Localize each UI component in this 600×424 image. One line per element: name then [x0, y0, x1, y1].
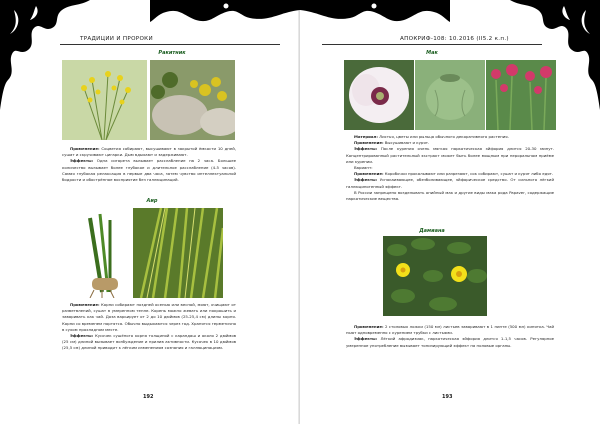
para-mak-1: Применение: Высушивают и курят. — [354, 140, 430, 146]
para-air-0: Применение: Корни собирают поздней осенью или весной, моют, очищают от разветвлений, сушат в умеренном тепле. Корень можно жевать или покрошить и заваривать как чай. Доза варьирует от 2 до 10 дюймов (25-25,4 см) длины корня. Корни со временем портятся. Обычно выдыхаются через год. Хранятся герметично в сухом прохладном месте. — [62, 302, 236, 332]
para-damiana-0: Применение: 2 столовых ложки (150 мл) листьев заваривают в 1 пинте (500 мл) кипятка. Чай пьют одновременно с курением трубки с листьями. — [346, 324, 554, 336]
right-header-rule — [322, 44, 542, 45]
left-running-header: ТРАДИЦИИ И ПРОРОКИ — [80, 36, 153, 42]
para-rakitnik-0: Применение: Соцветия собирают, высушивают в закрытой ёмкости 10 дней, сушат и скручивают цигарки. Дым вдыхают и задерживают. — [62, 146, 236, 158]
section-title-damiana: Дамиана — [419, 228, 445, 234]
photo-rakitnik-plant — [62, 60, 147, 140]
photo-air-root — [80, 208, 128, 298]
section-title-air: Аир — [146, 198, 158, 204]
para-mak-2: Эффекты: После курения очень мягкая наркотическая эйфория длится 20-30 минут. Концентрированный растительный экстракт может быть более мощным при пероральном приёме или курении. — [346, 146, 554, 164]
photo-mak-field — [486, 60, 556, 130]
para-air-1: Эффекты: Кусочек сушёного корня толщиной с карандаш и около 2 дюймов (25 см) длиной вызывает возбуждение и прилив активности. Кусочек в 10 дюймов (25,5 см) длиной приводит к лёгким изменениям сознания и галлюцинациям. — [62, 333, 236, 351]
section-title-rakitnik: Ракитник — [158, 50, 186, 56]
para-mak-4: Применение: Коробочки прокалывают или разрезают, сок собирают, сушат и курят либо едят. — [354, 171, 554, 177]
section-body-rakitnik — [62, 146, 236, 183]
para-rakitnik-1: Эффекты: Одна сигарета вызывает расслабление на 2 часа. Большее количество вызывает более глубокое и длительное расслабление (4-5 часов). Самая глубокая релаксация в первые два часа, затем чувство интеллектуальной бодрости и обострённое восприятие без галлюцинаций. — [62, 158, 236, 183]
right-page-number: 193 — [442, 394, 453, 400]
section-body-mak — [346, 134, 554, 202]
right-running-header: АПОКРИФ-108: 10.2016 (II5.2 к.п.) — [400, 36, 509, 42]
section-title-mak: Мак — [426, 50, 438, 56]
ornament-left-center-icon — [150, 0, 300, 30]
section-body-air — [62, 302, 236, 352]
para-mak-0: Материал: Листья, цветы или рыльца обычного декоративного растения. — [354, 134, 509, 139]
para-mak-6: В России запрещено возделывать опийный мак и другие виды мака рода Papaver, содержащие наркотические вещества. — [346, 189, 554, 202]
photo-mak-flower — [344, 60, 414, 130]
ornament-right-center-icon — [300, 0, 450, 30]
para-mak-5: Эффекты: Успокаивающее, обезболивающее, эйфорическое средство. От сильного лёгкий галлюциногенный эффект. — [346, 177, 554, 189]
photo-air-leaves — [133, 208, 223, 298]
para-damiana-1: Эффекты: Лёгкий афродизиак, наркотическая эйфория длится 1-1,5 часов. Регулярное умеренное употребление вызывает тонизирующий эффект на половые органы. — [346, 336, 554, 348]
photo-mak-pod — [415, 60, 485, 130]
para-mak-3: Вариант: — [354, 165, 373, 171]
section-body-damiana — [346, 324, 554, 349]
photo-damiana — [383, 236, 487, 316]
right-page — [300, 0, 600, 424]
left-page-number: 192 — [143, 394, 154, 400]
left-header-rule — [60, 44, 280, 45]
photo-rakitnik-rocks — [150, 60, 235, 140]
